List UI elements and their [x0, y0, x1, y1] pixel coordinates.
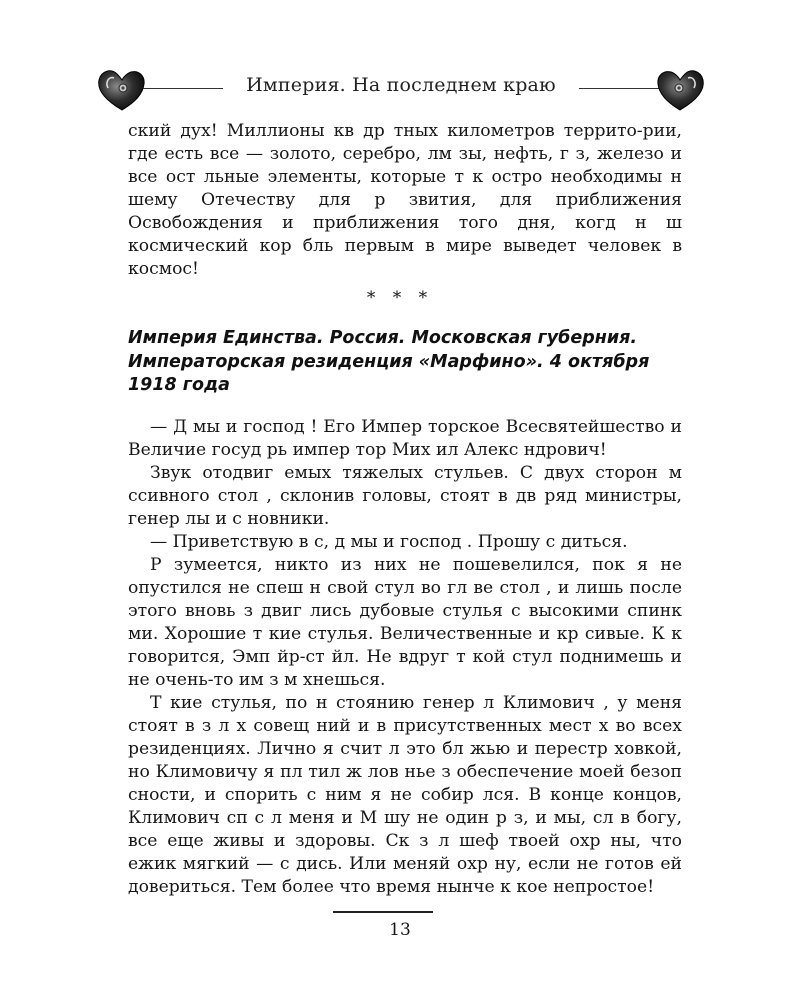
section-separator: * * *	[366, 288, 434, 308]
running-head	[95, 66, 707, 114]
section-heading: Империя Единства. Россия. Московская губерния. Императорская резиденция «Марфино». 4 октября 1918 года	[128, 328, 650, 395]
header-rule-right	[579, 88, 659, 89]
folio-rule	[333, 911, 433, 913]
opening-paragraph: ский дух! Миллионы кв др тных километров террито-рии, где есть все — золото, серебро, лм зы, нефть, г з, железо и все ост льные элементы, которые т к остро необходимы н шему Отечеству для р звития, для приближения Освобождения и приближения того дня, когд н ш космический кор бль первым в мире выведет человек в космос!	[128, 121, 682, 279]
body-text	[128, 416, 682, 899]
paragraph: — Приветствую в с, д мы и господ . Прошу с диться.	[150, 532, 628, 552]
paragraph: Звук отодвиг емых тяжелых стульев. С двух сторон м ссивного стол , склонив головы, стоят в дв ряд министры, генер лы и с новники.	[128, 463, 682, 529]
running-title: Империя. На последнем краю	[246, 74, 556, 96]
paragraph: Р зумеется, никто из них не пошевелился, пок я не опустился не спеш н свой стул во гл ве стол , и лишь после этого вновь з двиг лись дубовые стулья с высокими спинк ми. Хорошие т кие стулья. Величественные и кр сивые. К к говорится, Эмп йр-ст йл. Не вдруг т кой стул поднимешь и не очень-то им з м хнешься.	[128, 555, 682, 690]
paragraph: — Д мы и господ ! Его Импер торское Всесвятейшество и Величие госуд рь импер тор Мих ил Алекс ндрович!	[128, 417, 682, 460]
page-number: 13	[389, 920, 411, 940]
heart-ornament-icon	[653, 66, 707, 114]
opening-paragraph-block	[128, 120, 682, 281]
paragraph: Т кие стулья, по н стоянию генер л Климович , у меня стоят в з л х совещ ний и в присутственных мест х во всех резиденциях. Лично я счит л это бл жью и перестр ховкой, но Климовичу я пл тил ж лов нье з обеспечение моей безоп сности, и спорить с ним я не собир лся. В конце концов, Климович сп с л меня и М шу не один р з, и мы, сл в богу, все еще живы и здоровы. Ск з л шеф твоей охр ны, что ежик мягкий — с дись. Или меняй охр ну, если не готов ей довериться. Тем более что время нынче к кое непростое!	[128, 693, 682, 897]
